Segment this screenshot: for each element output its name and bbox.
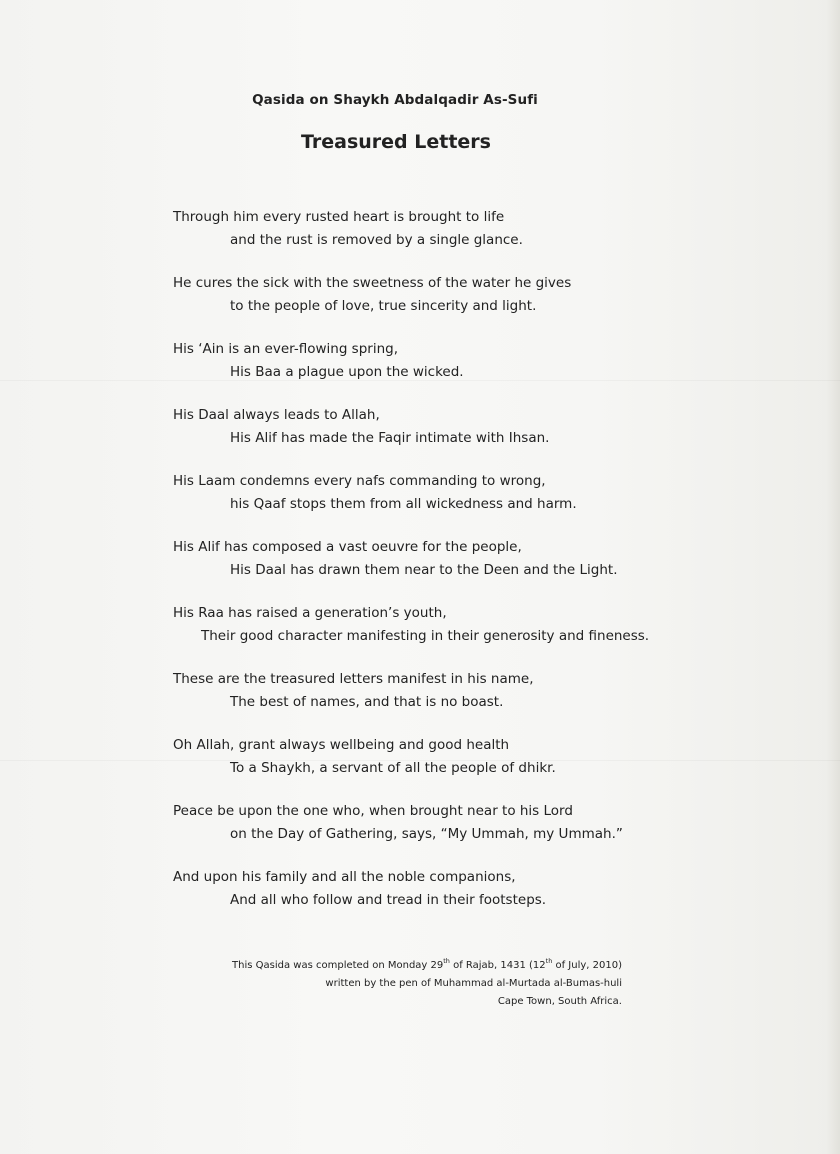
colophon-author-line: written by the pen of Muhammad al-Murtada al-Bumas-huli [325, 978, 622, 989]
poem-line: He cures the sick with the sweetness of the water he gives [173, 275, 572, 291]
stanza [173, 338, 653, 404]
stanza [173, 602, 653, 668]
stanza [173, 470, 653, 536]
poem-line: His Daal always leads to Allah, [173, 407, 380, 423]
poem-line-indented: and the rust is removed by a single glance. [230, 232, 523, 248]
poem-line-indented: on the Day of Gathering, says, “My Ummah, my Ummah.” [230, 826, 623, 842]
poem-line: Through him every rusted heart is brought to life [173, 209, 505, 225]
document-subtitle: Qasida on Shaykh Abdalqadir As-Sufi [252, 92, 538, 108]
poem-line: His Raa has raised a generation’s youth, [173, 605, 447, 621]
colophon-date-text: of July, 2010) [552, 960, 622, 971]
colophon-date-text: of Rajab, 1431 (12 [449, 960, 546, 971]
poem-line-indented: And all who follow and tread in their footsteps. [230, 892, 547, 908]
poem-line-indented: His Daal has drawn them near to the Deen and the Light. [230, 562, 618, 578]
poem-line-indented: His Baa a plague upon the wicked. [230, 364, 464, 380]
poem-line: His Laam condemns every nafs commanding to wrong, [173, 473, 546, 489]
poem-body [173, 206, 653, 932]
poem-line-indented: Their good character manifesting in their generosity and fineness. [201, 628, 650, 644]
poem-line-indented: His Alif has made the Faqir intimate with Ihsan. [230, 430, 550, 446]
paper-edge-shadow [826, 0, 840, 1154]
poem-line-indented: to the people of love, true sincerity and light. [230, 298, 537, 314]
poem-line-indented: his Qaaf stops them from all wickedness and harm. [230, 496, 577, 512]
poem-line: Oh Allah, grant always wellbeing and good health [173, 737, 510, 753]
stanza [173, 536, 653, 602]
poem-line: And upon his family and all the noble companions, [173, 869, 516, 885]
poem-line-indented: To a Shaykh, a servant of all the people of dhikr. [230, 760, 556, 776]
stanza [173, 866, 653, 932]
colophon [232, 957, 622, 1011]
poem-line: These are the treasured letters manifest in his name, [173, 671, 534, 687]
stanza [173, 206, 653, 272]
colophon-date-line [232, 957, 622, 975]
poem-line: His ‘Ain is an ever-flowing spring, [173, 341, 398, 357]
poem-line-indented: The best of names, and that is no boast. [230, 694, 504, 710]
stanza [173, 734, 653, 800]
ordinal-suffix: th [545, 957, 553, 965]
stanza [173, 404, 653, 470]
stanza [173, 668, 653, 734]
poem-line: Peace be upon the one who, when brought near to his Lord [173, 803, 573, 819]
colophon-place-line: Cape Town, South Africa. [497, 996, 622, 1007]
poem-line: His Alif has composed a vast oeuvre for the people, [173, 539, 522, 555]
stanza [173, 800, 653, 866]
colophon-date-text: This Qasida was completed on Monday 29 [232, 960, 444, 971]
ordinal-suffix: th [443, 957, 450, 965]
document-title: Treasured Letters [301, 131, 491, 153]
stanza [173, 272, 653, 338]
